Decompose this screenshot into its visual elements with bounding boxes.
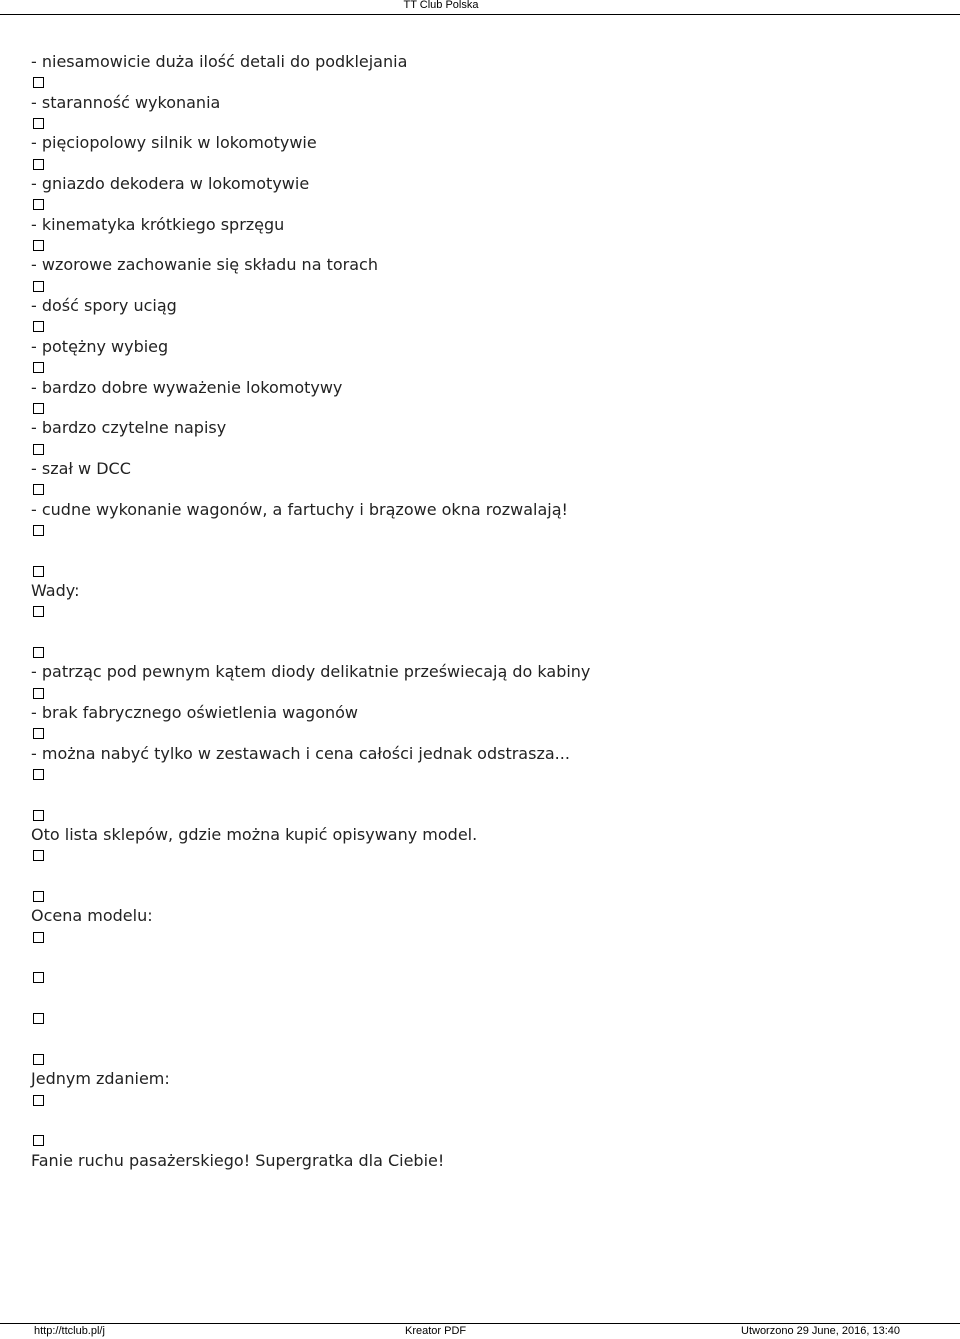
- box-line: [31, 1008, 931, 1028]
- empty-square-icon: [33, 1013, 44, 1024]
- text-line: Wady:: [31, 580, 80, 600]
- page-header: [0, 0, 960, 15]
- blank-line: [31, 622, 931, 642]
- box-line: [31, 1130, 931, 1150]
- empty-square-icon: [33, 769, 44, 780]
- empty-square-icon: [33, 972, 44, 983]
- box-line: [31, 561, 931, 581]
- empty-square-icon: [33, 77, 44, 88]
- box-line: [31, 439, 931, 459]
- box-line: [31, 276, 931, 296]
- text-line: - bardzo czytelne napisy: [31, 418, 227, 438]
- empty-square-icon: [33, 240, 44, 251]
- blank-line: [31, 540, 931, 560]
- empty-square-icon: [33, 647, 44, 658]
- empty-square-icon: [33, 728, 44, 739]
- empty-square-icon: [33, 159, 44, 170]
- text-line: Oto lista sklepów, gdzie można kupić opisywany model.: [31, 825, 478, 845]
- box-line: [31, 1090, 931, 1110]
- box-line: [31, 357, 931, 377]
- box-line: [31, 927, 931, 947]
- text-line: - wzorowe zachowanie się składu na torach: [31, 255, 378, 275]
- box-line: [31, 886, 931, 906]
- blank-line: [31, 1110, 931, 1130]
- empty-square-icon: [33, 403, 44, 414]
- page-footer: [0, 1323, 960, 1339]
- box-line: [31, 683, 931, 703]
- empty-square-icon: [33, 850, 44, 861]
- empty-square-icon: [33, 118, 44, 129]
- text-line: Ocena modelu:: [31, 906, 153, 926]
- empty-square-icon: [33, 525, 44, 536]
- text-line: - dość spory uciąg: [31, 296, 177, 316]
- empty-square-icon: [33, 1135, 44, 1146]
- blank-line: [31, 784, 931, 804]
- empty-square-icon: [33, 444, 44, 455]
- footer-url[interactable]: http://ttclub.pl/j: [34, 1325, 105, 1337]
- header-title: TT Club Polska: [403, 0, 479, 11]
- footer-created-date: Utworzono 29 June, 2016, 13:40: [741, 1325, 901, 1337]
- empty-square-icon: [33, 932, 44, 943]
- empty-square-icon: [33, 566, 44, 577]
- box-line: [31, 764, 931, 784]
- box-line: [31, 194, 931, 214]
- box-line: [31, 601, 931, 621]
- text-line: - potężny wybieg: [31, 336, 169, 356]
- blank-line: [31, 866, 931, 886]
- box-line: [31, 520, 931, 540]
- empty-square-icon: [33, 1095, 44, 1106]
- text-line: - niesamowicie duża ilość detali do podklejania: [31, 52, 408, 71]
- empty-square-icon: [33, 199, 44, 210]
- text-line: - staranność wykonania: [31, 92, 221, 112]
- empty-square-icon: [33, 362, 44, 373]
- text-line: - można nabyć tylko w zestawach i cena całości jednak odstrasza...: [31, 743, 570, 763]
- box-line: [31, 845, 931, 865]
- box-line: [31, 967, 931, 987]
- text-line: - kinematyka krótkiego sprzęgu: [31, 214, 285, 234]
- footer-generator: Kreator PDF: [405, 1325, 467, 1337]
- document-body: [31, 52, 931, 1171]
- box-line: [31, 113, 931, 133]
- empty-square-icon: [33, 810, 44, 821]
- box-line: [31, 479, 931, 499]
- text-line: - pięciopolowy silnik w lokomotywie: [31, 133, 317, 153]
- box-line: [31, 398, 931, 418]
- empty-square-icon: [33, 484, 44, 495]
- empty-square-icon: [33, 281, 44, 292]
- text-line: - szał w DCC: [31, 458, 131, 478]
- empty-square-icon: [33, 688, 44, 699]
- box-line: [31, 72, 931, 92]
- text-line: - brak fabrycznego oświetlenia wagonów: [31, 703, 358, 722]
- empty-square-icon: [33, 1054, 44, 1065]
- box-line: [31, 316, 931, 336]
- text-line: Jednym zdaniem:: [31, 1069, 170, 1089]
- text-line: - cudne wykonanie wagonów, a fartuchy i brązowe okna rozwalają!: [31, 499, 568, 519]
- box-line: [31, 805, 931, 825]
- text-line: Fanie ruchu pasażerskiego! Supergratka dla Ciebie!: [31, 1150, 445, 1170]
- empty-square-icon: [33, 606, 44, 617]
- box-line: [31, 642, 931, 662]
- empty-square-icon: [33, 321, 44, 332]
- box-line: [31, 154, 931, 174]
- blank-line: [31, 947, 931, 967]
- box-line: [31, 235, 931, 255]
- text-line: - bardzo dobre wyważenie lokomotywy: [31, 377, 343, 397]
- blank-line: [31, 1029, 931, 1049]
- box-line: [31, 1049, 931, 1069]
- box-line: [31, 723, 931, 743]
- blank-line: [31, 988, 931, 1008]
- text-line: - gniazdo dekodera w lokomotywie: [31, 174, 310, 194]
- empty-square-icon: [33, 891, 44, 902]
- text-line: - patrząc pod pewnym kątem diody delikatnie przeświecają do kabiny: [31, 662, 591, 682]
